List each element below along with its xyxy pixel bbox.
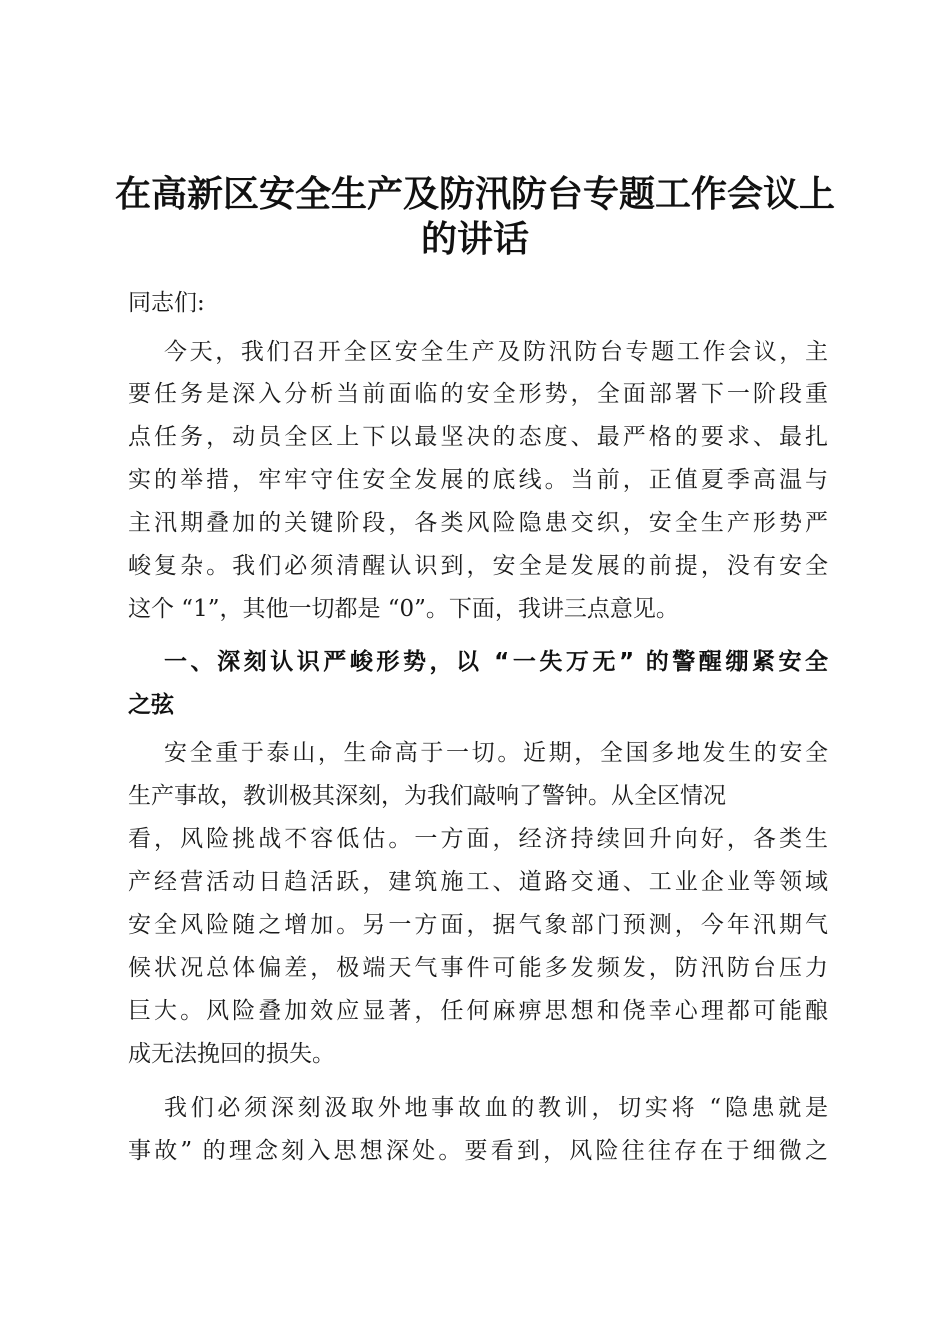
paragraph-line: 产经营活动日趋活跃，建筑施工、道路交通、工业企业等领域	[128, 869, 828, 895]
paragraph-line: 点任务，动员全区上下以最坚决的态度、最严格的要求、最扎	[128, 424, 828, 450]
paragraph-line: 事故” 的理念刻入思想深处。要看到，风险往往存在于细微之	[128, 1138, 828, 1164]
paragraph-line: 成无法挽回的损失。	[128, 1041, 335, 1067]
paragraph-line: 巨大。风险叠加效应显著，任何麻痹思想和侥幸心理都可能酿	[128, 998, 828, 1024]
paragraph-line: 峻复杂。我们必须清醒认识到，安全是发展的前提，没有安全	[128, 553, 828, 579]
section-heading-line-1: 一、深刻认识严峻形势，以 “一失万无” 的警醒绷紧安全	[164, 649, 828, 675]
document-title-line-2: 的讲话	[420, 219, 529, 260]
salutation: 同志们:	[128, 290, 205, 316]
paragraph-line: 安全风险随之增加。另一方面，据气象部门预测，今年汛期气	[128, 912, 828, 938]
paragraph-line: 要任务是深入分析当前面临的安全形势，全面部署下一阶段重	[128, 381, 828, 407]
paragraph-line: 今天，我们召开全区安全生产及防汛防台专题工作会议，主	[164, 339, 828, 365]
paragraph-line: 这个 “1”，其他一切都是 “0”。下面，我讲三点意见。	[128, 596, 679, 622]
paragraph-line: 实的举措，牢牢守住安全发展的底线。当前，正值夏季高温与	[128, 467, 828, 493]
paragraph-line: 我们必须深刻汲取外地事故血的教训，切实将 “隐患就是	[164, 1095, 828, 1121]
paragraph-line: 候状况总体偏差，极端天气事件可能多发频发，防汛防台压力	[128, 955, 828, 981]
paragraph-line: 看，风险挑战不容低估。一方面，经济持续回升向好，各类生	[128, 826, 828, 852]
paragraph-line: 安全重于泰山，生命高于一切。近期，全国多地发生的安全	[164, 740, 828, 766]
paragraph-line: 主汛期叠加的关键阶段，各类风险隐患交织，安全生产形势严	[128, 510, 828, 536]
paragraph-line: 生产事故，教训极其深刻，为我们敲响了警钟。从全区情况	[128, 783, 726, 809]
document-title-line-1: 在高新区安全生产及防汛防台专题工作会议上	[114, 174, 835, 215]
section-heading-line-2: 之弦	[128, 692, 174, 718]
